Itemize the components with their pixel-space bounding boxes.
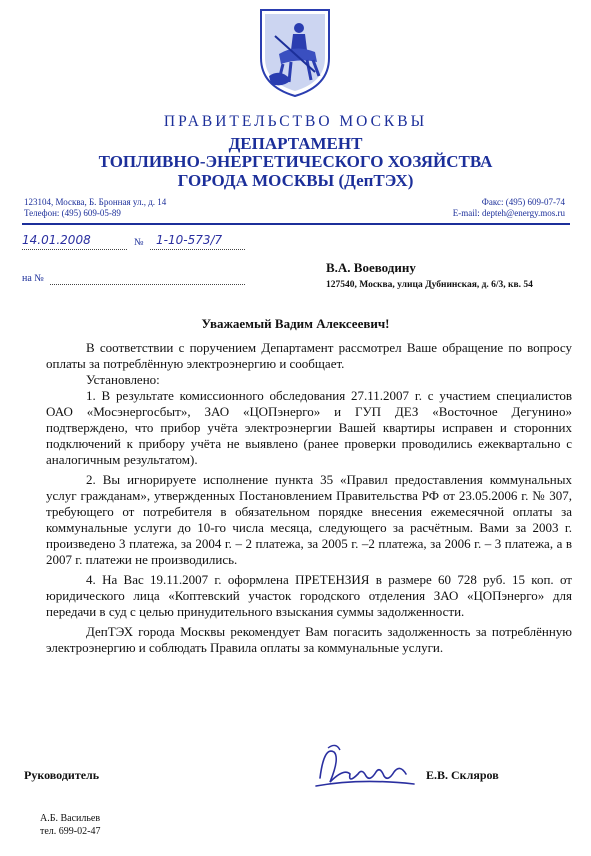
body-paragraph: Установлено: xyxy=(86,372,160,387)
executor-name: А.Б. Васильев xyxy=(40,813,101,824)
department-fax: Факс: (495) 609-07-74 xyxy=(481,197,565,207)
recipient-name: В.А. Воеводину xyxy=(326,260,416,275)
department-title-line3: ГОРОДА МОСКВЫ (ДепТЭХ) xyxy=(177,171,414,190)
body-paragraph: 2. Вы игнорируете исполнение пункта 35 «Правил предоставления коммунальных услуг гражданам», утвержденных Постановлением Правительства РФ от 23.05.2006 г. № 307, требующего от потребителя в обязательном порядке внесения ежемесячной оплаты за коммунальные услуги до 10-го числа месяца, следующего за расчётным. Вами за 2003 г. произведено 3 платежа, за 2004 г. – 2 платежа, за 2005 г. –2 платежа, за 2006 г. – 3 платежа, а в 2007 г. платежи не производились. xyxy=(46,472,572,567)
number-underline xyxy=(150,249,245,250)
department-email: E-mail: depteh@energy.mos.ru xyxy=(452,208,565,218)
registration-number-label: № xyxy=(134,237,144,248)
handwritten-signature-icon xyxy=(310,738,420,794)
executor-phone: тел. 699-02-47 xyxy=(40,826,101,837)
reference-underline xyxy=(50,284,245,285)
registration-date: 14.01.2008 xyxy=(22,233,91,247)
reference-label: на № xyxy=(22,273,44,284)
registration-number: 1-10-573/7 xyxy=(156,233,223,247)
department-phone: Телефон: (495) 609-05-89 xyxy=(24,208,121,218)
body-paragraph: 1. В результате комиссионного обследования 27.11.2007 г. с участием специалистов ОАО «Мосэнергосбыт», ЗАО «ЦОПэнерго» и ГУП ДЕЗ «Восточное Дегунино» подтверждено, что прибор учёта электроэнергии Вашей квартиры исправен и сторонних подключений к прибору учёта не выявлено (ранее проверки проводились ежеквартально с аналогичным результатом). xyxy=(46,388,572,467)
department-title-line1: ДЕПАРТАМЕНТ xyxy=(228,134,363,153)
moscow-coat-of-arms-icon xyxy=(255,6,335,98)
government-title: ПРАВИТЕЛЬСТВО МОСКВЫ xyxy=(163,113,428,130)
salutation: Уважаемый Вадим Алексеевич! xyxy=(201,316,390,331)
letterhead-divider xyxy=(22,223,570,225)
signatory-title: Руководитель xyxy=(24,768,100,782)
body-paragraph: В соответствии с поручением Департамент рассмотрел Ваше обращение по вопросу оплаты за потреблённую электроэнергию и сообщает. xyxy=(46,340,572,371)
date-underline xyxy=(22,249,127,250)
body-paragraph: ДепТЭХ города Москвы рекомендует Вам погасить задолженность за потреблённую электроэнергию и соблюдать Правила оплаты за коммунальные услуги. xyxy=(46,624,572,655)
letter-body xyxy=(46,340,572,656)
department-address: 123104, Москва, Б. Бронная ул., д. 14 xyxy=(24,197,167,207)
department-title-line2: ТОПЛИВНО-ЭНЕРГЕТИЧЕСКОГО ХОЗЯЙСТВА xyxy=(98,152,493,171)
signer-name: Е.В. Скляров xyxy=(426,768,499,782)
recipient-address: 127540, Москва, улица Дубнинская, д. 6/3, кв. 54 xyxy=(326,280,533,290)
body-paragraph: 4. На Вас 19.11.2007 г. оформлена ПРЕТЕНЗИЯ в размере 60 728 руб. 15 коп. от юридического лица «Коптевский участок городского отделения ЗАО «ЦОПэнерго» для передачи в суд с целью принудительного взыскания суммы задолженности. xyxy=(46,572,572,619)
